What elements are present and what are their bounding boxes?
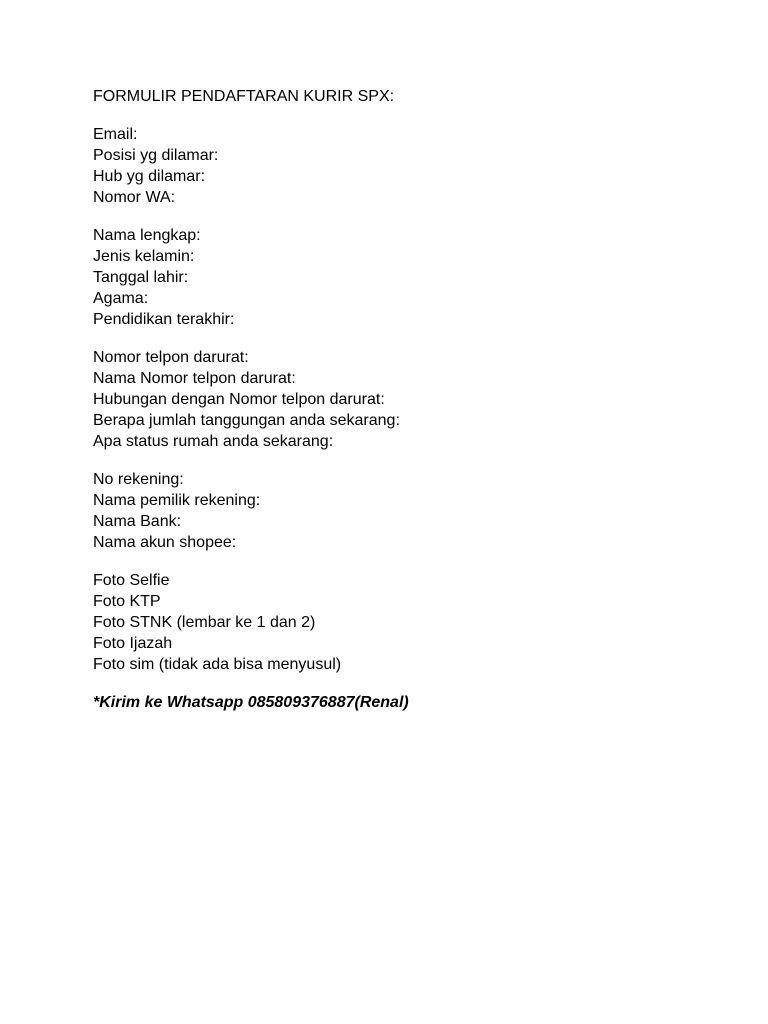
section-documents bbox=[93, 570, 713, 675]
field-emergency-relation: Hubungan dengan Nomor telpon darurat: bbox=[93, 391, 385, 408]
field-education: Pendidikan terakhir: bbox=[93, 311, 235, 328]
spacer bbox=[93, 675, 713, 692]
field-account-owner: Nama pemilik rekening: bbox=[93, 492, 261, 509]
spacer bbox=[93, 452, 713, 469]
field-position: Posisi yg dilamar: bbox=[93, 147, 219, 164]
spacer bbox=[93, 330, 713, 347]
form-title: FORMULIR PENDAFTARAN KURIR SPX: bbox=[93, 88, 395, 105]
section-bank bbox=[93, 469, 713, 553]
field-house-status: Apa status rumah anda sekarang: bbox=[93, 433, 334, 450]
section-emergency bbox=[93, 347, 713, 452]
field-hub: Hub yg dilamar: bbox=[93, 168, 206, 185]
doc-diploma-photo: Foto Ijazah bbox=[93, 635, 173, 652]
spacer bbox=[93, 553, 713, 570]
field-emergency-name: Nama Nomor telpon darurat: bbox=[93, 370, 296, 387]
document-page bbox=[93, 86, 713, 713]
field-bank-name: Nama Bank: bbox=[93, 513, 182, 530]
doc-license-photo: Foto sim (tidak ada bisa menyusul) bbox=[93, 656, 342, 673]
field-gender: Jenis kelamin: bbox=[93, 248, 195, 265]
field-account-number: No rekening: bbox=[93, 471, 184, 488]
doc-stnk-photo: Foto STNK (lembar ke 1 dan 2) bbox=[93, 614, 316, 631]
section-contact bbox=[93, 124, 713, 208]
field-emergency-phone: Nomor telpon darurat: bbox=[93, 349, 249, 366]
doc-selfie-photo: Foto Selfie bbox=[93, 572, 170, 589]
doc-ktp-photo: Foto KTP bbox=[93, 593, 161, 610]
spacer bbox=[93, 208, 713, 225]
field-full-name: Nama lengkap: bbox=[93, 227, 201, 244]
section-personal bbox=[93, 225, 713, 330]
field-religion: Agama: bbox=[93, 290, 149, 307]
field-birth-date: Tanggal lahir: bbox=[93, 269, 189, 286]
field-shopee-account: Nama akun shopee: bbox=[93, 534, 237, 551]
field-dependents: Berapa jumlah tanggungan anda sekarang: bbox=[93, 412, 400, 429]
field-whatsapp-number: Nomor WA: bbox=[93, 189, 176, 206]
send-instruction-note: *Kirim ke Whatsapp 085809376887(Renal) bbox=[93, 694, 409, 711]
spacer bbox=[93, 107, 713, 124]
field-email: Email: bbox=[93, 126, 138, 143]
